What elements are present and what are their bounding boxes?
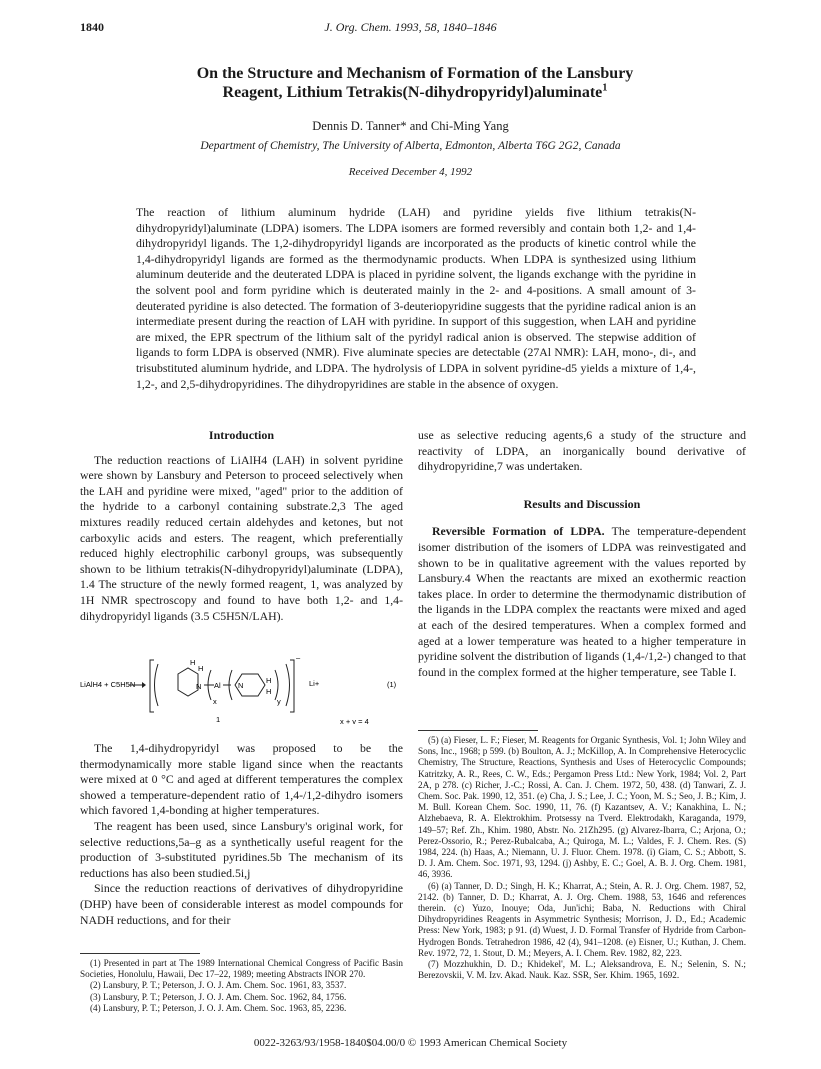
abstract: The reaction of lithium aluminum hydride (LAH) and pyridine yields five lithium tetrakis(N-dihydropyridyl)aluminate (LDPA) isomers. The LDPA isomers are formed reversibly and contain both 1,2- and 1,4-dihydropyridyl ligands. The 1,2-dihydropyridyl ligands are incorporated as the products of kinetic control while the 1,4-dihydropyridyl ligands are formed as the thermodynamic products. When LDPA is synthesized using lithium aluminum deuteride and the deuterated LDPA is placed in pyridine solvent, the ligands exchange with the pyridine in the solvent pool and form pyridine which is deuterated mainly in the 2- and 4-positions. A small amount of 3-deuterated pyridine is also detected. The formation of 3-deuteriopyridine suggests that the pyridine radical anion is an intermediate present during the reaction of LAH with pyridine. In support of this suggestion, when LAH and pyridine are mixed, the EPR spectrum of the lithium salt of the pyridyl radical anion is observed. The stepwise addition of ligands to form LDPA is observed (NMR). Five aluminate species are detectable (27Al NMR): LAH, mono-, di-, and trisubstituted aluminum hydride, and LDPA. The hydrolysis of LDPA in solvent pyridine-d5 yields a mixture of 1,4-, 1,2-, and 2,5-dihydropyridines. The dihydropyridines are stable in the absence of oxygen. [136, 205, 696, 391]
svg-text:H: H [266, 687, 272, 696]
title-line-1: On the Structure and Mechanism of Formation of the Lansbury [196, 65, 634, 82]
footnote-2: (2) Lansbury, P. T.; Peterson, J. O. J. Am. Chem. Soc. 1961, 83, 3537. [90, 980, 347, 991]
footnote-3: (3) Lansbury, P. T.; Peterson, J. O. J. Am. Chem. Soc. 1962, 84, 1756. [90, 991, 347, 1002]
title-line-2: Reagent, Lithium Tetrakis(N-dihydropyridyl)aluminate$^1$ [222, 82, 608, 101]
svg-text:Al: Al [214, 681, 221, 690]
left-footnote-rule [80, 953, 200, 954]
scheme-xy-sum: x + y = 4 [340, 717, 369, 724]
svg-text:–: – [296, 653, 301, 662]
subhead-reversible: Reversible Formation of LDPA. [432, 524, 605, 539]
page-footer: 0022-3263/93/1958-1840$04.00/0 © 1993 American Chemical Society [253, 1037, 568, 1049]
right-footnotes [418, 735, 746, 981]
authors: Dennis D. Tanner* and Chi-Ming Yang [312, 119, 509, 133]
journal-reference: J. Org. Chem. 1993, 58, 1840–1846 [324, 20, 497, 34]
reaction-scheme-drawing [80, 646, 403, 724]
footnote-5: (5) (a) Fieser, L. F.; Fieser, M. Reagents for Organic Synthesis, Vol. 1; John Wiley and Sons, Inc., 1968; p 599. (b) Boulton, A. J.; McKillop, A. In Comprehensive Heterocyclic Chemistry, The Structure, Reactions, Synthesis and Uses of Heterocyclic Compounds; Katritzky, A. R., Rees, C. W., Eds.; Pergamon Press Ltd.: New York, 1984; Vol. 2, Part 2A, p 278. (c) Richer, J.-C.; Rossi, A. Can. J. Chem. 1972, 50, 438. (d) Tanwari, Z. J. Chem. Soc. Pak. 1990, 12, 351. (e) Cha, J. S.; Lee, J. C.; Yoon, M. S.; Seo, J. B.; Kim, J. M. Bull. Korean Chem. Soc. 1990, 11, 76. (f) Kazantsev, A. V.; Kanakhina, L. N.; Alzhebaeva, R. A. Elektrokhim. Protsessy na Tverd. Elektrodakh, Karaganda, 1979, 149–57; Ref. Zh., Khim. 1980, Abstr. No. 21Zh295. (g) Alvarez-Ibarra, C.; Arjona, O.; Perez-Ossorio, R.; Perez-Rubalcaba, A.; Quiroga, M. L.; Valdes, F. J. Chem. Res. (S) 1984, 224. (h) Haas, A.; Niemann, U. J. Fluor. Chem. 1978. (i) Giam, C. S.; Abbott, S. D. J. Am. Chem. Soc. 1971, 93, 1294. (j) Ashby, E. C.; Goel, A. B. J. Org. Chem. 1981, 46, 3936. [418, 735, 746, 880]
intro-paragraph-4: Since the reduction reactions of derivatives of dihydropyridine (DHP) have been of considerable interest as model compounds for NADH reductions, and for their [80, 881, 403, 927]
left-footnotes [80, 958, 403, 1014]
svg-text:y: y [277, 697, 281, 706]
scheme-equation-number: (1) [387, 680, 397, 689]
footnote-1: (1) Presented in part at The 1989 International Chemical Congress of Pacific Basin Societies, Honolulu, Hawaii, Dec 17–22, 1989; meeting Abstracts INOR 270. [80, 958, 403, 980]
intro-paragraph-1: The reduction reactions of LiAlH4 (LAH) in solvent pyridine were shown by Lansbury and Peterson to proceed selectively when the LAH and pyridine were mixed, "aged" prior to the addition of the hydride to a carbonyl containing substrate.2,3 The aged mixtures readily reduced certain aldehydes and ketones, but not carboxylic acids and esters. The reagent, which preferentially reduced highly electrophilic carbonyl groups, was subsequently shown to be lithium tetrakis(N-dihydropyridyl)aluminate (LDPA), 1.4 The structure of the newly formed reagent, 1, was analyzed by 1H NMR spectroscopy and found to have both 1,2- and 1,4-dihydropyridyl ligands (3.5 C5H5N/LAH). [80, 452, 403, 623]
footnote-7: (7) Mozzhukhin, D. D.; Khidekel', M. L.; Aleksandrova, E. N.; Selenin, S. N.; Berezovskii, V. M. Izv. Akad. Nauk. Kaz. SSR, Ser. Khim. 1965, 1692. [418, 959, 746, 981]
right-paragraph-1: Reversible Formation of LDPA. The temperature-dependent isomer distribution of the isomers of LDPA was reinvestigated and shown to be in qualitative agreement with the values reported by Lansbury.4 When the reactants are mixed an exothermic reaction takes place. In order to determine the thermodynamic distribution of the ligands in the LDPA complex the reactants were mixed and aged at each of the desired temperatures. When a complex formed and aged at a lower temperature was heated to a higher temperature in pyridine solvent the distribution of ligands (1,4-/1,2-) changed to that found in the complex formed at the higher temperature, see Table I. [418, 524, 746, 679]
scheme-lithium: Li+ [309, 679, 320, 688]
received-date: Received December 4, 1992 [348, 166, 473, 178]
affiliation: Department of Chemistry, The University of Alberta, Edmonton, Alberta T6G 2G2, Canada [200, 140, 621, 152]
right-column-body [418, 428, 746, 680]
scheme-compound-label: 1 [216, 715, 221, 724]
scheme-reactants: LiAlH4 + C5H5N [80, 680, 136, 689]
right-paragraph-0: use as selective reducing agents,6 a study of the structure and reactivity of LDPA, an inorganically bound derivative of dihydropyridine,7 was undertaken. [418, 428, 746, 474]
intro-paragraph-3: The reagent has been used, since Lansbury's original work, for selective reductions,5a–g as a synthetically useful reagent for the production of 3-substituted pyridines.5b The mechanism of its reductions has also been studied.5i,j [80, 818, 403, 880]
article-title [100, 64, 730, 102]
svg-text:H: H [190, 658, 196, 667]
footnote-6: (6) (a) Tanner, D. D.; Singh, H. K.; Kharrat, A.; Stein, A. R. J. Org. Chem. 1987, 52, 2142. (b) Tanner, D. D.; Kharrat, A. J. Org. Chem. 1988, 53, 1646 and references therein. (c) Yuzo, Inouye; Oda, Jun'ichi; Baba, N. Reductions with Chiral Dihydropyridines Reagents in Asymmetric Synthesis; Morrison, J. D., Ed.; Academic Press: New York, 1983; p 91. (d) Wuest, J. D. Formal Transfer of Hydride from Carbon-Hydrogen Bonds. Tetrahedron 1986, 42 (4), 941–1208. (e) Eisner, U.; Kuthan, J. Chem. Rev. 1972, 72, 1. Stout, D. M.; Meyers, A. I. Chem. Rev. 1982, 82, 223. [418, 880, 746, 958]
svg-text:N: N [238, 681, 244, 690]
left-column-body [80, 741, 403, 928]
svg-text:H: H [266, 676, 272, 685]
svg-text:x: x [213, 697, 217, 706]
introduction-heading: Introduction [208, 428, 275, 442]
right-footnote-rule [418, 730, 538, 731]
footnote-4: (4) Lansbury, P. T.; Peterson, J. O. J. Am. Chem. Soc. 1963, 85, 2236. [90, 1002, 347, 1013]
page-number: 1840 [80, 20, 104, 34]
intro-paragraph-2: The 1,4-dihydropyridyl was proposed to be the thermodynamically more stable ligand since when the reactants were mixed at 0 °C and aged at different temperatures the complex showed a temperature-dependent ratio of 1,4-/1,2-dihydro isomers which favored 1,4-bonding at higher temperatures. [80, 741, 403, 818]
results-heading: Results and Discussion [523, 496, 641, 511]
svg-text:N: N [196, 682, 202, 691]
left-column-intro [80, 428, 403, 624]
svg-text:H: H [198, 664, 204, 673]
reaction-scheme [80, 646, 403, 724]
